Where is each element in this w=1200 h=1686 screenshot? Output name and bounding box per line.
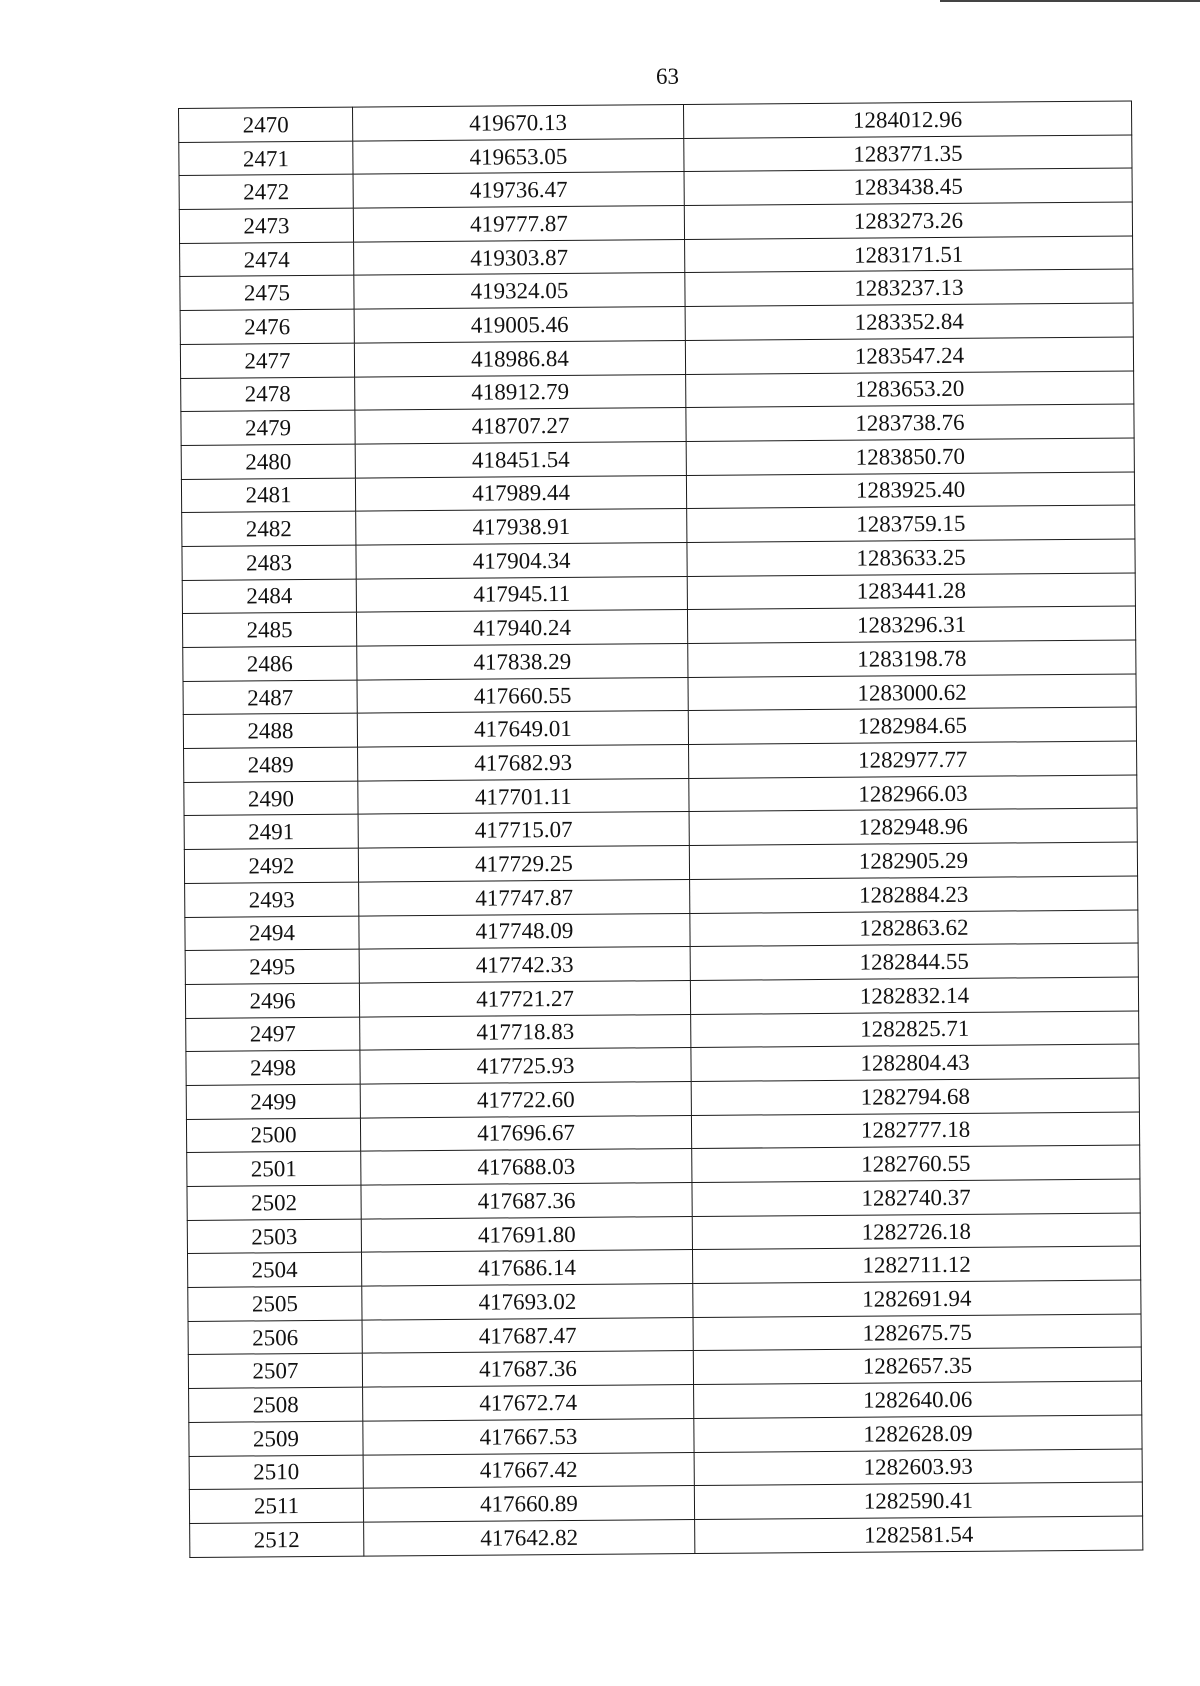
x-coordinate-cell: 417729.25 [358,846,689,882]
x-coordinate-cell: 418912.79 [355,374,686,410]
x-coordinate-cell: 417687.36 [361,1182,692,1218]
x-coordinate-cell: 417701.11 [358,778,689,814]
y-coordinate-cell: 1282966.03 [689,775,1137,812]
y-coordinate-cell: 1282628.09 [694,1415,1142,1452]
x-coordinate-cell: 417687.36 [362,1351,693,1387]
point-number-cell: 2489 [184,747,358,782]
y-coordinate-cell: 1282984.65 [688,707,1136,744]
x-coordinate-cell: 419303.87 [354,239,685,275]
x-coordinate-cell: 418451.54 [355,441,686,477]
point-number-cell: 2491 [184,815,358,850]
point-number-cell: 2492 [184,848,358,883]
point-number-cell: 2482 [182,511,356,546]
x-coordinate-cell: 417693.02 [362,1284,693,1320]
x-coordinate-cell: 419670.13 [352,105,683,141]
y-coordinate-cell: 1283738.76 [686,404,1134,441]
point-number-cell: 2503 [187,1219,361,1254]
point-number-cell: 2487 [183,680,357,715]
x-coordinate-cell: 419777.87 [353,206,684,242]
x-coordinate-cell: 417715.07 [358,812,689,848]
point-number-cell: 2477 [180,343,354,378]
x-coordinate-cell: 417742.33 [359,947,690,983]
y-coordinate-cell: 1282760.55 [692,1145,1140,1182]
y-coordinate-cell: 1283850.70 [686,438,1134,475]
x-coordinate-cell: 417748.09 [359,913,690,949]
x-coordinate-cell: 417660.55 [357,677,688,713]
x-coordinate-cell: 417687.47 [362,1317,693,1353]
point-number-cell: 2502 [187,1185,361,1220]
y-coordinate-cell: 1282948.96 [689,808,1137,845]
point-number-cell: 2472 [179,175,353,210]
point-number-cell: 2490 [184,781,358,816]
point-number-cell: 2506 [188,1320,362,1355]
x-coordinate-cell: 418707.27 [355,408,686,444]
top-edge-rule [940,0,1200,2]
y-coordinate-cell: 1282675.75 [693,1314,1141,1351]
point-number-cell: 2505 [188,1286,362,1321]
point-number-cell: 2495 [185,949,359,984]
x-coordinate-cell: 417649.01 [357,711,688,747]
x-coordinate-cell: 417682.93 [358,745,689,781]
y-coordinate-cell: 1282640.06 [694,1381,1142,1418]
x-coordinate-cell: 417642.82 [364,1519,695,1555]
y-coordinate-cell: 1282804.43 [691,1044,1139,1081]
y-coordinate-cell: 1283000.62 [688,674,1136,711]
point-number-cell: 2486 [183,646,357,681]
y-coordinate-cell: 1283438.45 [684,168,1132,205]
y-coordinate-cell: 1283441.28 [687,573,1135,610]
y-coordinate-cell: 1282777.18 [691,1112,1139,1149]
point-number-cell: 2481 [181,478,355,513]
x-coordinate-cell: 417686.14 [361,1250,692,1286]
y-coordinate-cell: 1282657.35 [693,1347,1141,1384]
table-row [190,1516,1143,1557]
point-number-cell: 2483 [182,545,356,580]
point-number-cell: 2484 [182,579,356,614]
point-number-cell: 2488 [183,713,357,748]
y-coordinate-cell: 1282581.54 [695,1516,1143,1553]
point-number-cell: 2500 [186,1118,360,1153]
y-coordinate-cell: 1283237.13 [685,269,1133,306]
x-coordinate-cell: 417696.67 [360,1115,691,1151]
x-coordinate-cell: 417688.03 [361,1149,692,1185]
x-coordinate-cell: 417938.91 [356,509,687,545]
y-coordinate-cell: 1282794.68 [691,1078,1139,1115]
point-number-cell: 2485 [182,612,356,647]
point-number-cell: 2508 [189,1387,363,1422]
y-coordinate-cell: 1283547.24 [685,337,1133,374]
point-number-cell: 2497 [186,1017,360,1052]
point-number-cell: 2501 [187,1151,361,1186]
page-number: 63 [656,64,679,89]
point-number-cell: 2509 [189,1421,363,1456]
y-coordinate-cell: 1283771.35 [684,135,1132,172]
x-coordinate-cell: 417718.83 [360,1014,691,1050]
point-number-cell: 2512 [190,1522,364,1557]
y-coordinate-cell: 1283273.26 [684,202,1132,239]
y-coordinate-cell: 1282884.23 [690,876,1138,913]
y-coordinate-cell: 1283171.51 [685,236,1133,273]
y-coordinate-cell: 1282726.18 [692,1213,1140,1250]
point-number-cell: 2478 [181,377,355,412]
y-coordinate-cell: 1283759.15 [687,505,1135,542]
y-coordinate-cell: 1283633.25 [687,539,1135,576]
point-number-cell: 2510 [189,1455,363,1490]
y-coordinate-cell: 1284012.96 [683,101,1131,138]
x-coordinate-cell: 417904.34 [356,542,687,578]
x-coordinate-cell: 417940.24 [356,610,687,646]
x-coordinate-cell: 417747.87 [359,879,690,915]
y-coordinate-cell: 1282977.77 [689,741,1137,778]
point-number-cell: 2470 [179,107,353,142]
x-coordinate-cell: 419324.05 [354,273,685,309]
y-coordinate-cell: 1282603.93 [694,1448,1142,1485]
y-coordinate-cell: 1282691.94 [693,1280,1141,1317]
y-coordinate-cell: 1282590.41 [694,1482,1142,1519]
point-number-cell: 2499 [186,1084,360,1119]
point-number-cell: 2476 [180,309,354,344]
x-coordinate-cell: 417722.60 [360,1081,691,1117]
x-coordinate-cell: 417660.89 [363,1486,694,1522]
y-coordinate-cell: 1283352.84 [685,303,1133,340]
point-number-cell: 2475 [180,276,354,311]
coordinates-table-body [179,101,1143,1557]
y-coordinate-cell: 1283296.31 [687,606,1135,643]
x-coordinate-cell: 417989.44 [355,475,686,511]
x-coordinate-cell: 417691.80 [361,1216,692,1252]
point-number-cell: 2493 [185,882,359,917]
coordinates-table [178,101,1143,1558]
point-number-cell: 2496 [185,983,359,1018]
y-coordinate-cell: 1282825.71 [691,1011,1139,1048]
x-coordinate-cell: 417838.29 [357,644,688,680]
y-coordinate-cell: 1283925.40 [686,472,1134,509]
point-number-cell: 2504 [187,1252,361,1287]
y-coordinate-cell: 1282740.37 [692,1179,1140,1216]
point-number-cell: 2471 [179,141,353,176]
y-coordinate-cell: 1283653.20 [686,371,1134,408]
y-coordinate-cell: 1282711.12 [692,1246,1140,1283]
y-coordinate-cell: 1282832.14 [690,977,1138,1014]
x-coordinate-cell: 417945.11 [356,576,687,612]
y-coordinate-cell: 1283198.78 [688,640,1136,677]
point-number-cell: 2474 [180,242,354,277]
y-coordinate-cell: 1282863.62 [690,909,1138,946]
x-coordinate-cell: 418986.84 [354,340,685,376]
point-number-cell: 2473 [179,208,353,243]
x-coordinate-cell: 419736.47 [353,172,684,208]
x-coordinate-cell: 419005.46 [354,307,685,343]
point-number-cell: 2494 [185,916,359,951]
point-number-cell: 2480 [181,444,355,479]
x-coordinate-cell: 417725.93 [360,1048,691,1084]
point-number-cell: 2498 [186,1050,360,1085]
y-coordinate-cell: 1282905.29 [689,842,1137,879]
x-coordinate-cell: 417672.74 [363,1385,694,1421]
x-coordinate-cell: 417667.53 [363,1418,694,1454]
x-coordinate-cell: 417667.42 [363,1452,694,1488]
y-coordinate-cell: 1282844.55 [690,943,1138,980]
point-number-cell: 2511 [189,1488,363,1523]
x-coordinate-cell: 417721.27 [359,980,690,1016]
point-number-cell: 2507 [188,1354,362,1389]
point-number-cell: 2479 [181,410,355,445]
x-coordinate-cell: 419653.05 [353,138,684,174]
